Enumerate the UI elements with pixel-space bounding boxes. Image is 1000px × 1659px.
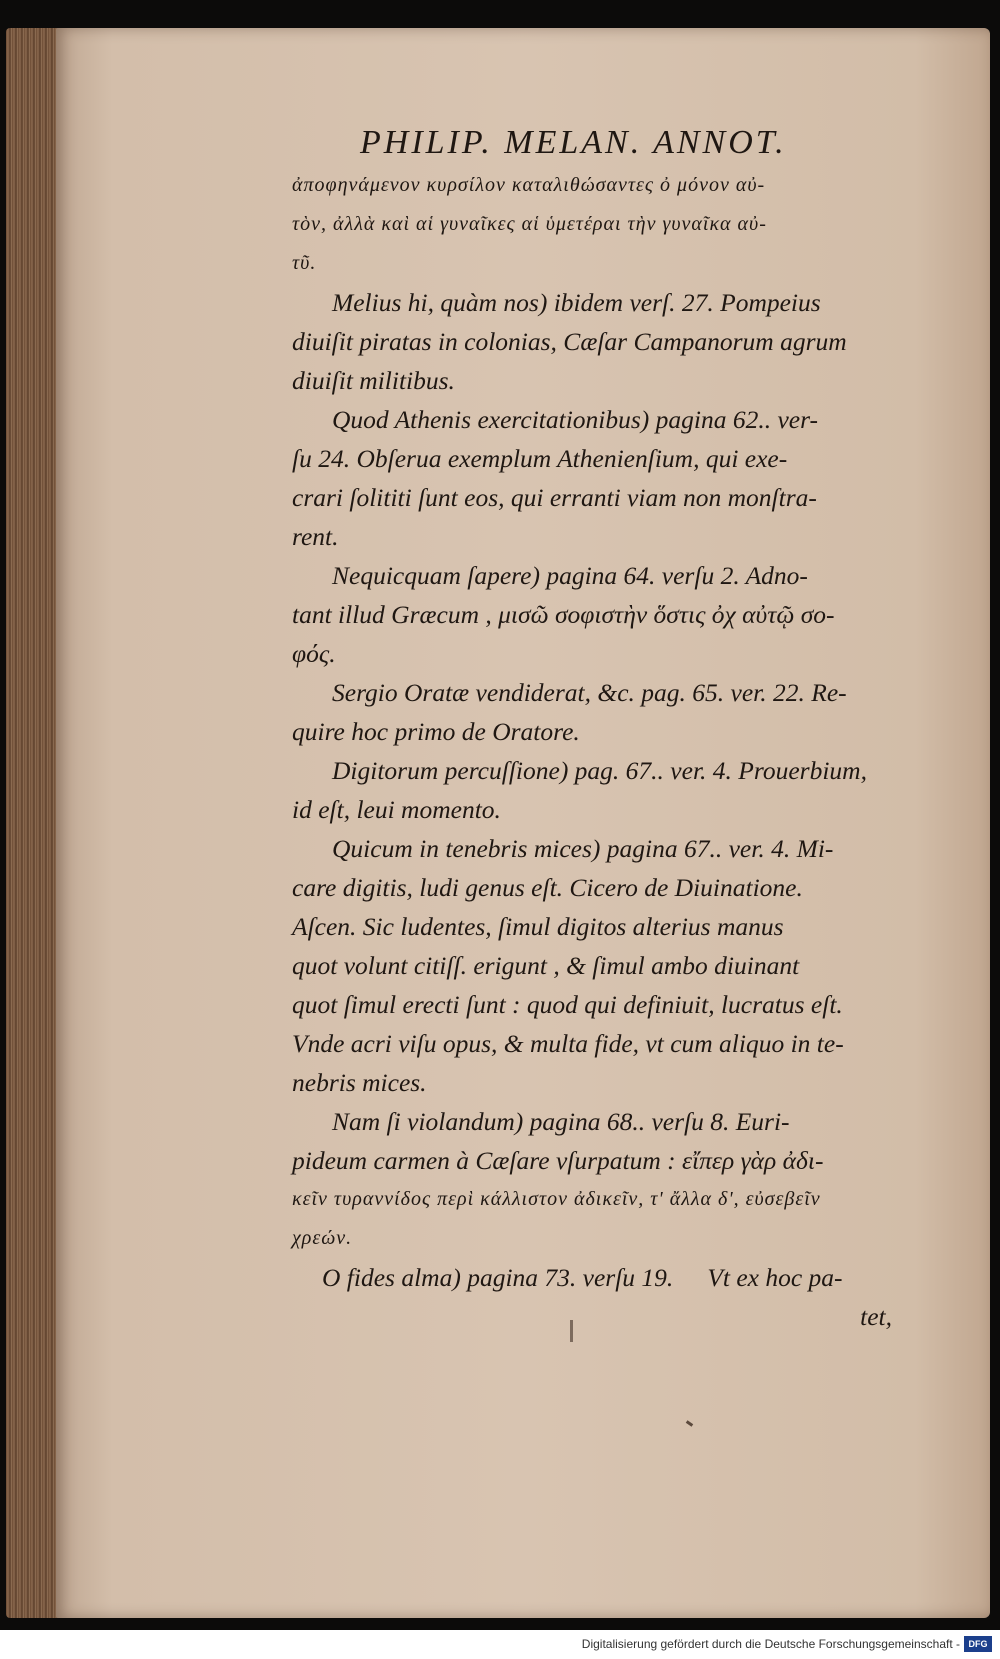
text-line: τὸν, ἀλλὰ καὶ αἱ γυναῖκες αἱ ὑμετέραι τὴν γυναῖκα αὐ- [292, 213, 767, 235]
page-text [292, 166, 892, 1336]
text-line: ſu 24. Obſerua exemplum Athenienſium, qui exe- [292, 444, 788, 473]
ink-mark [570, 1320, 573, 1342]
text-line: quot volunt citiſſ. erigunt , & ſimul ambo diuinant [292, 951, 800, 980]
text-line: diuiſit piratas in colonias, Cæſar Campanorum agrum [292, 327, 847, 356]
text-line: τῦ. [292, 252, 317, 274]
text-line: φός. [292, 639, 336, 668]
text-line: quire hoc primo de Oratore. [292, 717, 580, 746]
catchword: tet, [860, 1302, 892, 1331]
text-line: κεῖν τυραννίδος περὶ κάλλιστον ἀδικεῖν, τ' ἄλλα δ', εὐσεβεῖν [292, 1188, 821, 1210]
paragraph-melius [292, 283, 892, 400]
funding-notice: Digitalisierung gefördert durch die Deutsche Forschungsgemeinschaft - [581, 1637, 960, 1651]
text-line: tant illud Græcum , μισῶ σοφιστὴν ὅστις ὀχ αὐτῷ σο- [292, 600, 835, 629]
text-line: Sergio Oratæ vendiderat, &c. pag. 65. ver. 22. Re- [332, 678, 847, 707]
paragraph-athenis [292, 400, 892, 556]
text-fragment: Vt ex hoc pa- [707, 1263, 843, 1292]
text-line: crari ſolititi ſunt eos, qui erranti viam non monſtra- [292, 483, 817, 512]
text-line: id eſt, leui momento. [292, 795, 501, 824]
paragraph-o-fides [292, 1258, 892, 1336]
text-line: rent. [292, 522, 339, 551]
running-header: PHILIP. MELAN. ANNOT. [360, 124, 787, 161]
text-line: χρεών. [292, 1227, 353, 1249]
dfg-logo: DFG [964, 1636, 992, 1652]
text-line: ἀποφηνάμενον κυρσίλον καταλιθώσαντες ὀ μόνον αὐ- [292, 174, 766, 196]
text-line: quot ſimul erecti ſunt : quod qui definiuit, lucratus eſt. [292, 990, 843, 1019]
text-line: diuiſit militibus. [292, 366, 455, 395]
text-line: Quicum in tenebris mices) pagina 67.. ver. 4. Mi- [332, 834, 834, 863]
text-line: Nam ſi violandum) pagina 68.. verſu 8. Euri- [332, 1107, 790, 1136]
paragraph-nam-si [292, 1102, 892, 1258]
text-line: Quod Athenis exercitationibus) pagina 62.. ver- [332, 405, 819, 434]
text-line: care digitis, ludi genus eſt. Cicero de Diuinatione. [292, 873, 803, 902]
text-line: Vnde acri viſu opus, & multa fide, vt cum aliquo in te- [292, 1029, 844, 1058]
book-fore-edge [6, 28, 58, 1618]
paragraph-nequicquam [292, 556, 892, 673]
text-line: Nequicquam ſapere) pagina 64. verſu 2. Adno- [332, 561, 808, 590]
paragraph-greek-quote [292, 166, 892, 283]
text-line: Melius hi, quàm nos) ibidem verſ. 27. Pompeius [332, 288, 821, 317]
text-line: pideum carmen à Cæſare vſurpatum : εἴπερ γὰρ ἀδι- [292, 1146, 824, 1175]
paragraph-quicum [292, 829, 892, 1102]
text-line: nebris mices. [292, 1068, 427, 1097]
text-line [292, 1258, 892, 1297]
paragraph-sergio [292, 673, 892, 751]
footer-bar [0, 1630, 1000, 1659]
text-line: Aſcen. Sic ludentes, ſimul digitos alterius manus [292, 912, 784, 941]
text-fragment: O fides alma) pagina 73. verſu 19. [322, 1263, 674, 1292]
paragraph-digitorum [292, 751, 892, 829]
text-line: Digitorum percuſſione) pag. 67.. ver. 4. Prouerbium, [332, 756, 867, 785]
